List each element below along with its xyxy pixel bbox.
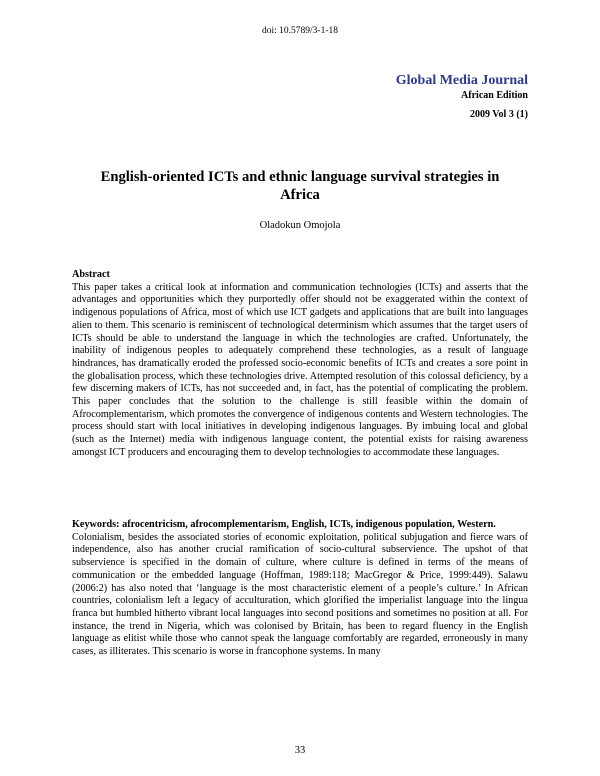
journal-name: Global Media Journal (395, 73, 528, 88)
abstract-heading: Abstract (72, 269, 110, 280)
abstract-text: This paper takes a critical look at information and communication technologies (ICTs) and asserts that the advantages and opportunities which they purportedly offer should not be exaggerated within the context of indigenous populations of Africa, most of which use ICT gadgets and applications that are built into languages alien to them. This scenario is reminiscent of technological determinism which assumes that the target users of ICTs should be able to understand the language in which the technologies are crafted. Unfortunately, the inability of indigenous peoples to adequately comprehend these technologies, as a result of language hindrances, has dramatically eroded the professed socio-economic benefits of ICTs and creates a sore point in the globalisation process, which these technologies drive. Attempted resolution of this colossal deficiency, by a few discerning makers of ICTs, has not succeeded and, in fact, has the potential of complicating the problem. This paper concludes that the solution to the challenge is still feasible within the domain of Afrocomplementarism, which promotes the convergence of indigenous contents and Western technologies. The process should start with local initiatives in developing indigenous languages. By imbuing local and global (such as the Internet) media with indigenous language content, the potential exists for raising awareness amongst ICT producers and encouraging them to develop technologies to accommodate these languages. (72, 281, 528, 458)
abstract-section (72, 269, 528, 460)
keywords-line (72, 519, 528, 532)
keywords-label: Keywords: (72, 519, 120, 530)
article-title: English-oriented ICTs and ethnic language survival strategies in Africa (100, 169, 500, 203)
doi-line: doi: 10.5789/3-1-18 (262, 26, 338, 36)
journal-header (396, 72, 528, 102)
page-number: 33 (294, 745, 306, 756)
body-paragraph: Colonialism, besides the associated stories of economic exploitation, political subjugation and fierce wars of independence, also has another crucial ramification of socio-cultural subservience. The upshot of that subservience is specified in the domain of culture, where culture is defined in terms of the means of communication or the embedded language (Hoffman, 1989:118; MacGregor & Price, 1999:449). Salawu (2006:2) has also noted that ‘language is the most characteristic element of a people’s culture.’ In African countries, colonialism left a legacy of acculturation, which glorified the imperialist language into the lingua franca but humbled hitherto vibrant local languages into second positions and sometimes no position at all. For instance, the trend in Nigeria, which was colonised by Britain, has been to regard fluency in the English language as elitist while those who cannot speak the language comfortably are regarded, erroneously in many cases, as illiterates. This scenario is worse in francophone systems. In many (72, 531, 528, 658)
keywords-and-body (72, 519, 528, 659)
journal-volume: 2009 Vol 3 (1) (469, 109, 528, 120)
journal-edition: African Edition (461, 90, 528, 101)
article-author: Oladokun Omojola (259, 220, 341, 231)
keywords-values: afrocentricism, afrocomplementarism, English, ICTs, indigenous population, Western. (122, 519, 496, 530)
